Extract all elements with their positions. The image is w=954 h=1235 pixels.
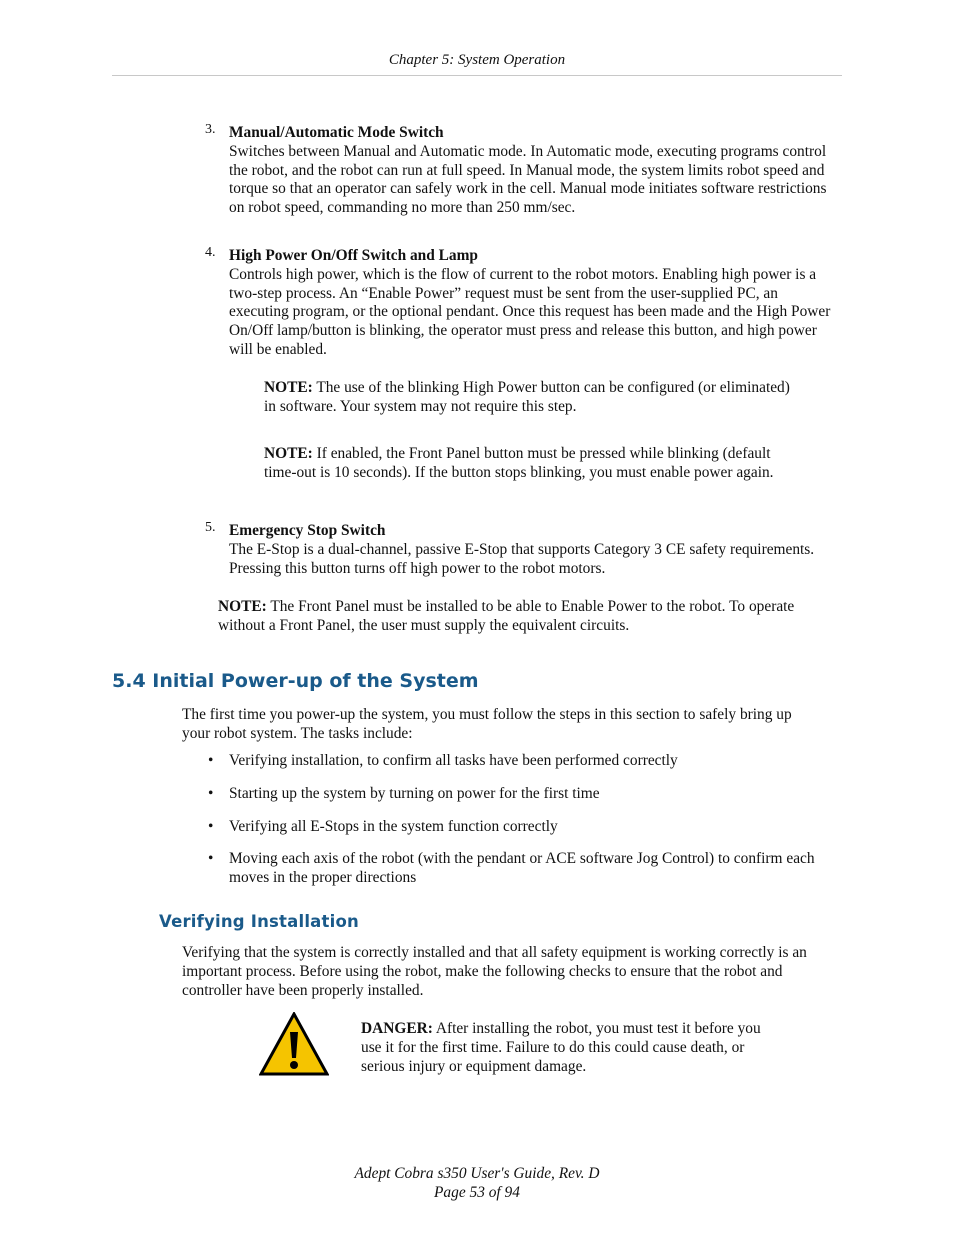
list-item: • Starting up the system by turning on power for the first time: [208, 784, 600, 802]
item-number: 3.: [205, 122, 216, 137]
note-text: The Front Panel must be installed to be able to Enable Power to the robot. To operate without a Front Panel, the user must supply the equivalent circuits.: [218, 598, 795, 634]
section-intro: The first time you power-up the system, you must follow the steps in this section to safely bring up your robot system. The tasks include:: [182, 706, 792, 742]
footer-guide-title: Adept Cobra s350 User's Guide, Rev. D: [354, 1165, 600, 1182]
item-text: Switches between Manual and Automatic mode. In Automatic mode, executing programs control the robot, and the robot can run at full speed. In Manual mode, the system limits robot speed and torque so that an operator can safely work in the cell. Manual mode initiates software restrictions on robot speed, commanding no more than 250 mm/sec.: [229, 142, 827, 217]
subsection-heading: Verifying Installation: [159, 912, 359, 931]
page-header: Chapter 5: System Operation: [388, 52, 566, 68]
section-heading: 5.4 Initial Power-up of the System: [112, 670, 479, 692]
note-label: NOTE:: [218, 598, 267, 615]
note-front-panel-install: [218, 598, 818, 636]
bullet-icon: •: [208, 817, 214, 835]
danger-label: DANGER:: [361, 1020, 433, 1037]
list-item: • Moving each axis of the robot (with the pendant or ACE software Jog Control) to confirm each moves in the proper directions: [208, 850, 815, 887]
item-title: Emergency Stop Switch: [229, 522, 386, 539]
note-label: NOTE:: [264, 445, 313, 462]
list-item: • Verifying all E-Stops in the system function correctly: [208, 817, 558, 835]
item-text: Controls high power, which is the flow of current to the robot motors. Enabling high power is a two-step process. An “Enable Power” request must be sent from the user-supplied PC, an executing program, or the optional pendant. Once this request has been made and the High Power On/Off lamp/button is blinking, the operator must press and release this button, and high power will be enabled.: [229, 265, 831, 358]
list-item-estop: [205, 520, 841, 578]
subsection-text: Verifying that the system is correctly installed and that all safety equipment is working correctly is an important process. Before using the robot, make the following checks to ensure that the robot and controller have been properly installed.: [182, 944, 807, 999]
note-front-panel-blink: [264, 445, 804, 483]
bullet-icon: •: [208, 850, 214, 868]
bullet-icon: •: [208, 752, 214, 769]
note-text: If enabled, the Front Panel button must be pressed while blinking (default time-out is 10 seconds). If the button stops blinking, you must enable power again.: [264, 445, 774, 481]
item-text: The E-Stop is a dual-channel, passive E-Stop that supports Category 3 CE safety requirements. Pressing this button turns off high power to the robot motors.: [229, 540, 815, 577]
bullet-icon: •: [208, 784, 214, 802]
item-title: Manual/Automatic Mode Switch: [229, 124, 444, 141]
list-item-mode-switch: [205, 122, 841, 218]
page-footer: [0, 1164, 954, 1202]
warning-triangle-icon: [259, 1012, 329, 1076]
item-number: 4.: [205, 245, 216, 260]
item-title: High Power On/Off Switch and Lamp: [229, 247, 478, 264]
task-list: [208, 752, 828, 902]
list-item: • Verifying installation, to confirm all tasks have been performed correctly: [208, 752, 678, 769]
item-number: 5.: [205, 520, 216, 535]
note-blinking-button: [264, 379, 794, 417]
danger-text: After installing the robot, you must test it before you use it for the first time. Failure to do this could cause death, or serious injury or equipment damage.: [361, 1020, 761, 1075]
header-rule: [112, 75, 842, 76]
footer-page-number: Page 53 of 94: [434, 1184, 520, 1201]
list-item-high-power: [205, 245, 841, 360]
note-text: The use of the blinking High Power button can be configured (or eliminated) in software. Your system may not require this step.: [264, 379, 790, 415]
danger-notice: [361, 1020, 781, 1076]
note-label: NOTE:: [264, 379, 313, 396]
